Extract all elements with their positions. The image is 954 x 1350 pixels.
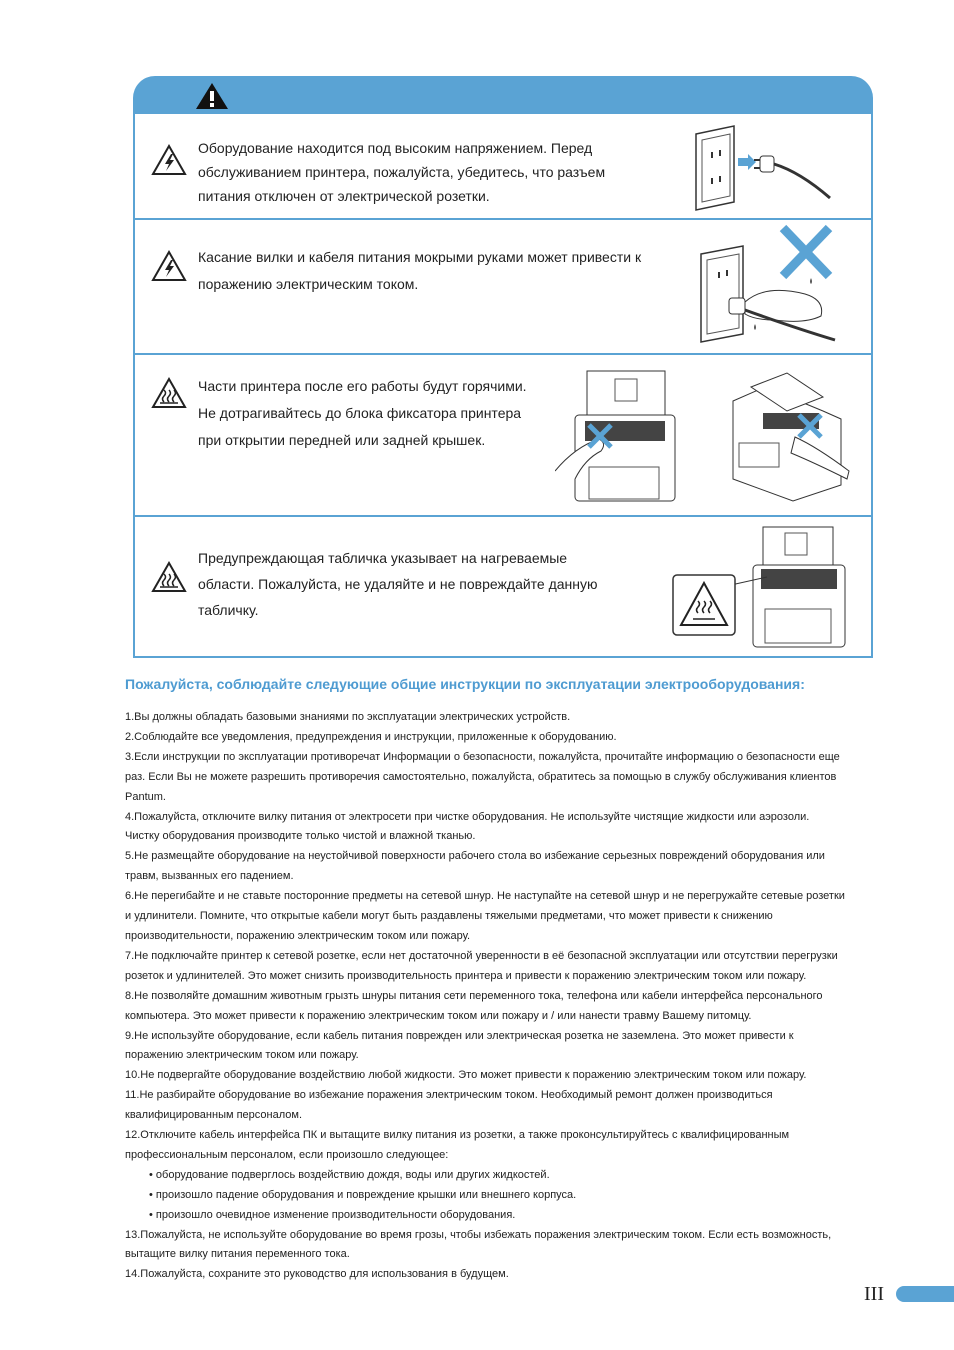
list-item: 4.Пожалуйста, отключите вилку питания от электросети при чистке оборудования. Не используйте чистящие жидкости или аэрозоли. Чистку оборудования производите только чистой и влажной тканью. — [125, 810, 810, 843]
unplug-power-cord-illustration — [690, 122, 840, 212]
list-item: 8.Не позволяйте домашним животным грызть шнуры питания сети переменного тока, телефона или кабели интерфейса персонального компьютера. Это может привести к поражению электрическим током или пожару и / или нанести травму Вашему питомцу. — [125, 989, 823, 1022]
warning-text-2: Касание вилки и кабеля питания мокрыми руками может привести к поражению электрическим током. — [198, 249, 642, 292]
warning-row-4 — [135, 515, 871, 656]
list-item: 11.Не разбирайте оборудование во избежание поражения электрическим током. Необходимый ремонт должен производиться квалифицированным персоналом. — [125, 1089, 773, 1122]
page-number: III — [864, 1283, 884, 1305]
warning-text-4: Предупреждающая табличка указывает на нагреваемые области. Пожалуйста, не удаляйте и не повреждайте данную табличку. — [198, 550, 598, 618]
wet-hands-plug-illustration — [695, 224, 845, 344]
hot-surface-icon — [151, 561, 187, 593]
list-item: 13.Пожалуйста, не используйте оборудование во время грозы, чтобы избежать поражения электрическим током. Если есть возможность, вытащите вилку питания переменного тока. — [125, 1228, 832, 1261]
warning-triangle-icon — [195, 82, 229, 110]
page-tab-marker — [896, 1286, 954, 1302]
list-item: 14.Пожалуйста, сохраните это руководство для использования в будущем. — [125, 1268, 509, 1281]
warning-text-3: Части принтера после его работы будут горячими. Не дотрагивайтесь до блока фиксатора принтера при открытии передней или задней крышек. — [198, 378, 527, 448]
list-item: 2.Соблюдайте все уведомления, предупреждения и инструкции, приложенные к оборудованию. — [125, 730, 617, 743]
list-item: 3.Если инструкции по эксплуатации противоречат Информации о безопасности, пожалуйста, прочитайте информацию о безопасности еще раз. Если Вы не можете разрешить противоречия самостоятельно, пожалуйста, обратитесь за помощью в службу обслуживания клиентов Pantum. — [125, 750, 840, 803]
bullet-item: • произошло очевидное изменение производительности оборудования. — [149, 1208, 516, 1221]
warning-row-3 — [135, 353, 871, 517]
warning-row-1 — [135, 112, 871, 220]
high-voltage-icon — [151, 250, 187, 282]
section-title: Пожалуйста, соблюдайте следующие общие инструкции по эксплуатации электрооборудования: — [125, 676, 805, 692]
list-item: 7.Не подключайте принтер к сетевой розетке, если нет достаточной уверенности в её безопасной эксплуатации или отсутствии перегрузки розеток и удлинителей. Это может снизить производительность принтера и привести к поражению электрическим током или пожару. — [125, 949, 838, 982]
warning-header-bar — [133, 76, 873, 114]
list-item: 6.Не перегибайте и не ставьте посторонние предметы на сетевой шнур. Не наступайте на сетевой шнур и не перегружайте сетевые розетки и удлинители. Помните, что открытые кабели могут быть раздавлены тяжелыми предметами, что может привести к снижению производительности, поражению электрическим током или пожару. — [125, 890, 845, 942]
warning-row-2 — [135, 218, 871, 355]
printer-fuser-hot-illustration — [555, 367, 855, 507]
bullet-item: • оборудование подверглось воздействию дождя, воды или других жидкостей. — [149, 1168, 550, 1181]
list-item: 10.Не подвергайте оборудование воздействию любой жидкости. Это может привести к поражению электрическим током или пожару. — [125, 1069, 807, 1082]
list-item: 9.Не используйте оборудование, если кабель питания поврежден или электрическая розетка не заземлена. Это может привести к поражению электрическим током или пожару. — [125, 1029, 794, 1062]
hot-label-location-illustration — [669, 523, 859, 653]
high-voltage-icon — [151, 144, 187, 176]
list-item: 1.Вы должны обладать базовыми знаниями по эксплуатации электрических устройств. — [125, 711, 571, 723]
safety-warning-box — [133, 76, 873, 658]
list-item: 12.Отключите кабель интерфейса ПК и вытащите вилку питания из розетки, а также проконсультируйтесь с квалифицированным профессиональным персоналом, если произошло следующее: — [125, 1129, 790, 1161]
bullet-item: • произошло падение оборудования и повреждение крышки или внешнего корпуса. — [149, 1188, 577, 1201]
warning-text-1: Оборудование находится под высоким напряжением. Перед обслуживанием принтера, пожалуйста, убедитесь, что разъем питания отключен от электрической розетки. — [198, 140, 606, 204]
hot-surface-icon — [151, 377, 187, 409]
warning-frame — [133, 112, 873, 658]
list-item: 5.Не размещайте оборудование на неустойчивой поверхности рабочего стола во избежание серьезных повреждений оборудования или травм, вызванных его падением. — [125, 850, 825, 883]
instructions-list — [125, 708, 875, 1285]
